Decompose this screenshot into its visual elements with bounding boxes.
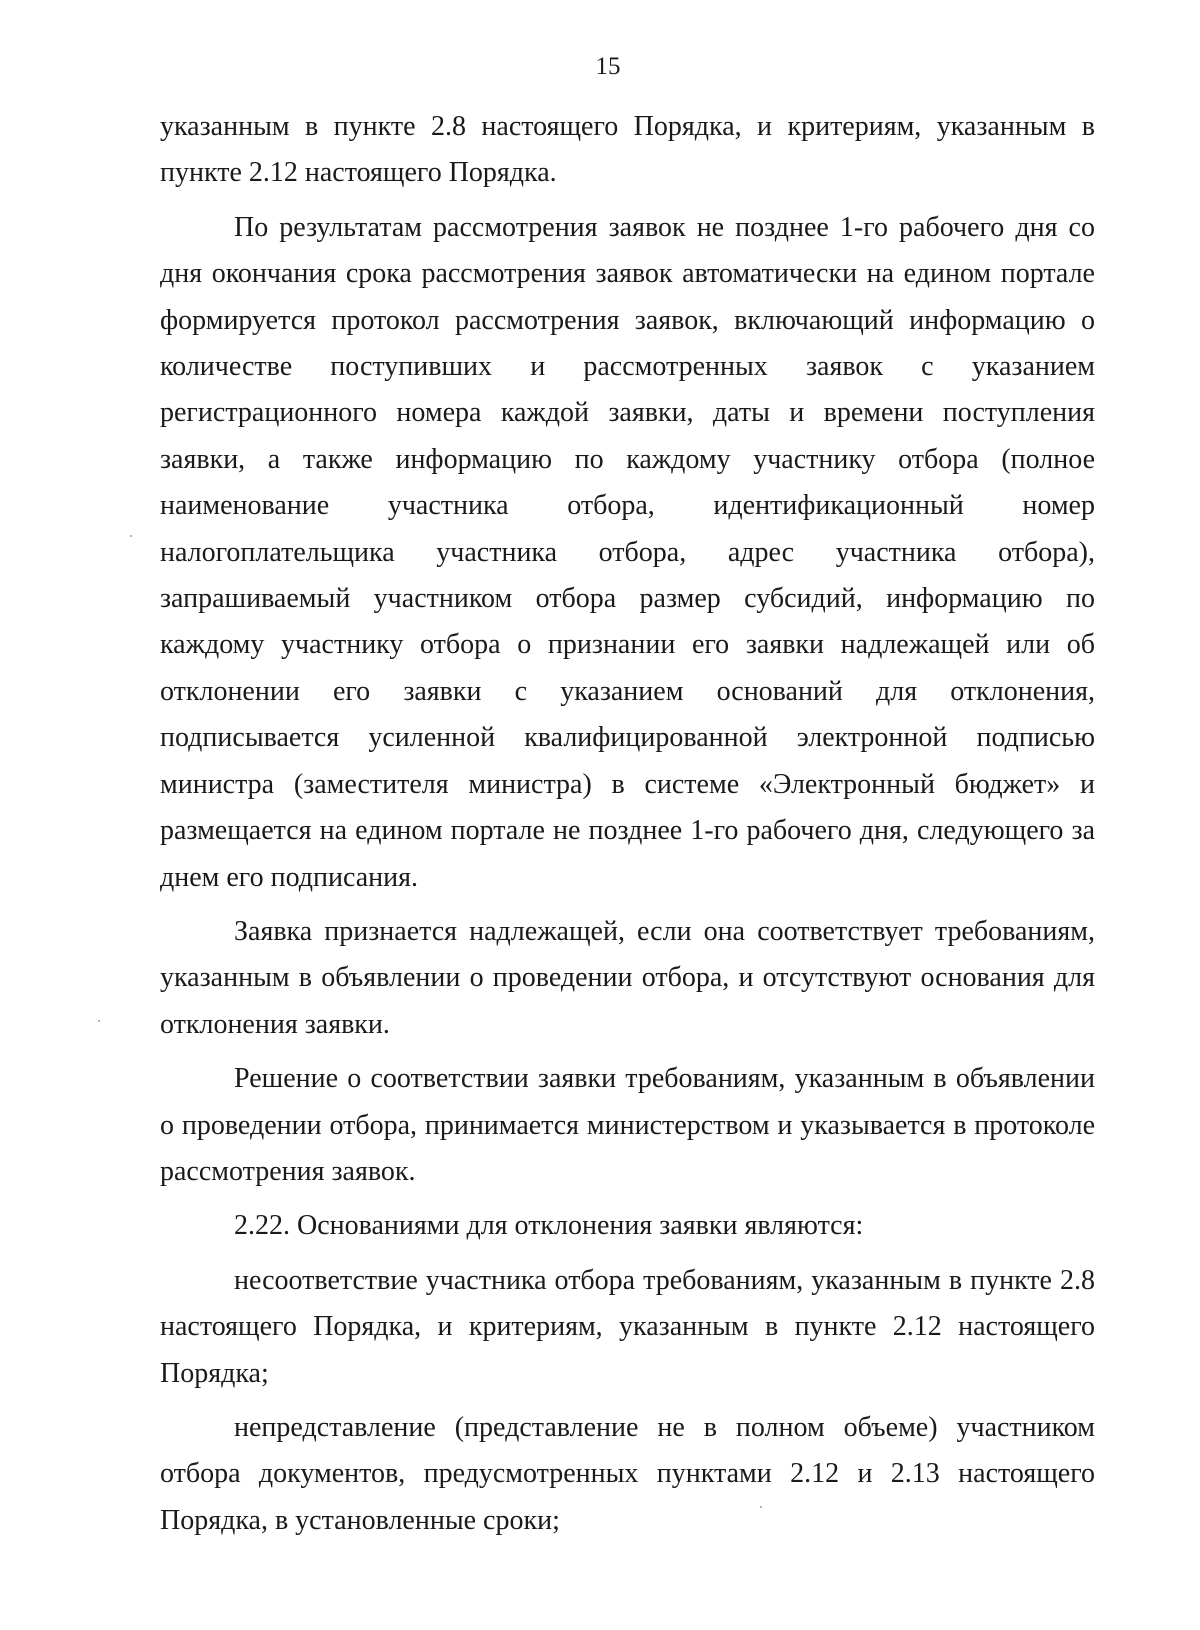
scan-speck — [760, 1506, 762, 1508]
paragraph-continuation: указанным в пункте 2.8 настоящего Порядка, и критериям, указанным в пункте 2.12 настоящего Порядка. — [160, 111, 1095, 189]
section-2-22-heading: 2.22. Основаниями для отклонения заявки являются: — [234, 1210, 864, 1242]
scan-speck — [98, 1020, 100, 1022]
paragraph-compliance-decision: Решение о соответствии заявки требованиям, указанным в объявлении о проведении отбора, принимается министерством и указывается в протоколе рассмотрения заявок. — [160, 1063, 1095, 1187]
document-body — [160, 104, 1095, 1552]
rejection-ground-item-1: несоответствие участника отбора требованиям, указанным в пункте 2.8 настоящего Порядка, и критериям, указанным в пункте 2.12 настоящего Порядка; — [160, 1264, 1095, 1389]
paragraph-proper-application: Заявка признается надлежащей, если она соответствует требованиям, указанным в объявлении о проведении отбора, и отсутствуют основания для отклонения заявки. — [160, 915, 1095, 1040]
rejection-ground-item-2: непредставление (представление не в полном объеме) участником отбора документов, предусмотренных пунктами 2.12 и 2.13 настоящего Порядка, в установленные сроки; — [160, 1411, 1095, 1536]
scan-speck — [130, 535, 132, 537]
paragraph-protocol: По результатам рассмотрения заявок не позднее 1-го рабочего дня со дня окончания срока рассмотрения заявок автоматически на едином портале формируется протокол рассмотрения заявок, включающий информацию о количестве поступивших и рассмотренных заявок с указанием регистрационного номера каждой заявки, даты и времени поступления заявки, а также информацию по каждому участнику отбора (полное наименование участника отбора, идентификационный номер налогоплательщика участника отбора, адрес участника отбора), запрашиваемый участником отбора размер субсидий, информацию по каждому участнику отбора о признании его заявки надлежащей или об отклонении его заявки с указанием оснований для отклонения, подписывается усиленной квалифицированной электронной подписью министра (заместителя министра) в системе «Электронный бюджет» и размещается на едином портале не позднее 1-го рабочего дня, следующего за днем его подписания. — [160, 211, 1095, 893]
page-number: 15 — [595, 53, 621, 80]
